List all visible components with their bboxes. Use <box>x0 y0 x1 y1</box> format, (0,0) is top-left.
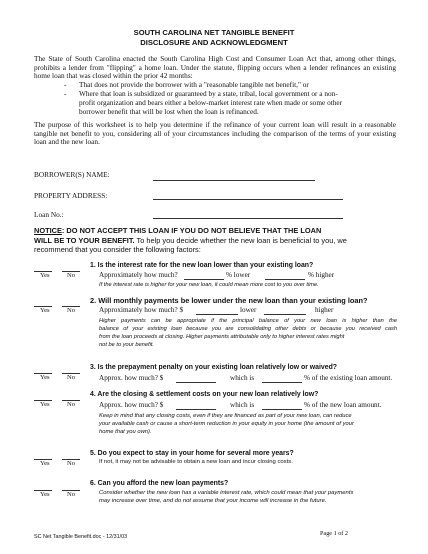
question-4-title: 4. Are the closing & settlement costs on your new loan relatively low? <box>90 391 319 398</box>
question-2-prompt: Approximately how much? $ <box>99 306 184 314</box>
notice-line <box>34 226 321 235</box>
question-6-note-line: Consider whether the new loan has a variable interest rate, which could mean that your payments <box>99 490 354 496</box>
yes-label: Yes <box>40 374 50 381</box>
q3-amount-input[interactable] <box>176 382 216 383</box>
q1-percent-higher-input[interactable] <box>265 279 305 280</box>
q4-amount-input[interactable] <box>176 409 216 410</box>
q1-lower-label: % lower <box>226 271 251 279</box>
document-title: SOUTH CAROLINA NET TANGIBLE BENEFIT <box>133 28 295 37</box>
question-1-prompt: Approximately how much? <box>99 271 178 279</box>
notice-word: NOTICE <box>34 226 62 235</box>
q4-percent-input[interactable] <box>262 409 302 410</box>
question-2-note-line: balance of your existing loan because you are consolidating other debts or because you received cash <box>99 326 397 332</box>
borrower-label: BORROWER(S) NAME: <box>34 170 110 179</box>
question-4-note-line: your available cash or cause a short-term reduction in your equity in your home (the amount of your <box>99 421 354 427</box>
bullet-text: borrower benefit that will be lost when the loan is refinanced. <box>79 107 259 116</box>
bullet-dash: - <box>64 89 67 98</box>
question-2-note-line: Higher payments can be appropriate if the principal balance of your new loan is higher than the <box>99 318 397 324</box>
bullet-text: Where that loan is subsidized or guaranteed by a state, tribal, local government or a non- <box>79 89 338 98</box>
footer-filename: SC Net Tangible Benefit.doc - 12/31/03 <box>34 534 128 540</box>
loan-number-label: Loan No.: <box>34 210 64 219</box>
question-1-title: 1. Is the interest rate for the new loan lower than your existing loan? <box>90 262 314 269</box>
question-6-title: 6. Can you afford the new loan payments? <box>90 480 229 487</box>
yes-label: Yes <box>40 460 50 467</box>
question-4-prompt: Approx. how much? $ <box>99 401 164 409</box>
property-field[interactable] <box>153 199 343 200</box>
document-subtitle: DISCLOSURE AND ACKNOWLEDGMENT <box>140 38 288 47</box>
q4-which-label: which is <box>230 401 255 409</box>
property-label: PROPERTY ADDRESS: <box>34 191 108 200</box>
bullet-text: That does not provide the borrower with a "reasonable tangible net benefit," or <box>79 80 309 89</box>
question-4-note-line: home that you own). <box>99 429 152 435</box>
notice-line-2 <box>34 236 347 245</box>
purpose-paragraph: The purpose of this worksheet is to help you determine if the refinance of your current loan will result in a reasonable tangible net benefit to you, considering all of your circumstances including the comparison of the terms of your existing loan and the new loan. <box>34 120 396 147</box>
question-5-note: If not, it may not be advisable to obtain a new loan and incur closing costs. <box>99 459 293 465</box>
yes-label: Yes <box>40 401 50 408</box>
q2-lower-label: lower <box>240 306 257 314</box>
question-5-title: 5. Do you expect to stay in your home for several more years? <box>90 450 294 457</box>
question-2-note-line: from the loan proceeds at closing. Higher payments attributable only to higher interest rates might <box>99 334 345 340</box>
no-label: No <box>67 460 76 467</box>
borrower-field[interactable] <box>153 180 315 181</box>
q4-percent-label: % of the new loan amount. <box>304 401 382 409</box>
question-2-title: 2. Will monthly payments be lower under the new loan than your existing loan? <box>90 296 368 305</box>
q3-percent-input[interactable] <box>262 382 302 383</box>
yes-label: Yes <box>40 272 50 279</box>
bullet-text: profit organization and bears either a below-market interest rate when made or some other <box>79 98 343 107</box>
q3-which-label: which is <box>230 374 255 382</box>
no-label: No <box>67 491 76 498</box>
no-label: No <box>67 374 76 381</box>
q2-amount-lower-input[interactable] <box>196 314 238 315</box>
yes-label: Yes <box>40 491 50 498</box>
notice-text: : DO NOT ACCEPT THIS LOAN IF YOU DO NOT BELIEVE THAT THE LOAN <box>61 226 322 235</box>
question-4-note-line: Keep in mind that any closing costs, even if they are financed as part of your new loan, can reduce <box>99 413 352 419</box>
question-6-note-line: may increase over time, and do not assume that your income will increase in the future. <box>99 498 327 504</box>
question-1-note: If the interest rate is higher for your new loan, it could mean more cost to you over time. <box>99 282 319 288</box>
notice-line-3: recommend that you consider the following factors: <box>34 245 201 254</box>
no-label: No <box>67 272 76 279</box>
yes-label: Yes <box>40 307 50 314</box>
bullet-dash: - <box>64 80 67 89</box>
question-2-note-line: not be to your benefit. <box>99 342 155 348</box>
no-label: No <box>67 401 76 408</box>
q2-amount-higher-input[interactable] <box>264 314 306 315</box>
q1-higher-label: % higher <box>308 271 335 279</box>
question-3-prompt: Approx. how much? $ <box>99 374 164 382</box>
intro-paragraph: The State of South Carolina enacted the South Carolina High Cost and Consumer Loan Act that, among other things, prohibits a lender from "flipping" a home loan. Under the statute, flipping occurs when a lender refinances an existing home loan that was closed within the prior 42 months: <box>34 54 396 81</box>
footer-page-number: Page 1 of 2 <box>320 530 349 537</box>
q2-higher-label: higher <box>315 306 334 314</box>
no-label: No <box>67 307 76 314</box>
q1-percent-lower-input[interactable] <box>184 279 224 280</box>
notice-bold: WILL BE TO YOUR BENEFIT. <box>34 236 135 245</box>
loan-number-field[interactable] <box>153 218 343 219</box>
q3-percent-label: % of the existing loan amount. <box>304 374 393 382</box>
notice-text: To help you decide whether the new loan is beneficial to you, we <box>134 236 347 245</box>
question-3-title: 3. Is the prepayment penalty on your existing loan relatively low or waived? <box>90 364 337 371</box>
